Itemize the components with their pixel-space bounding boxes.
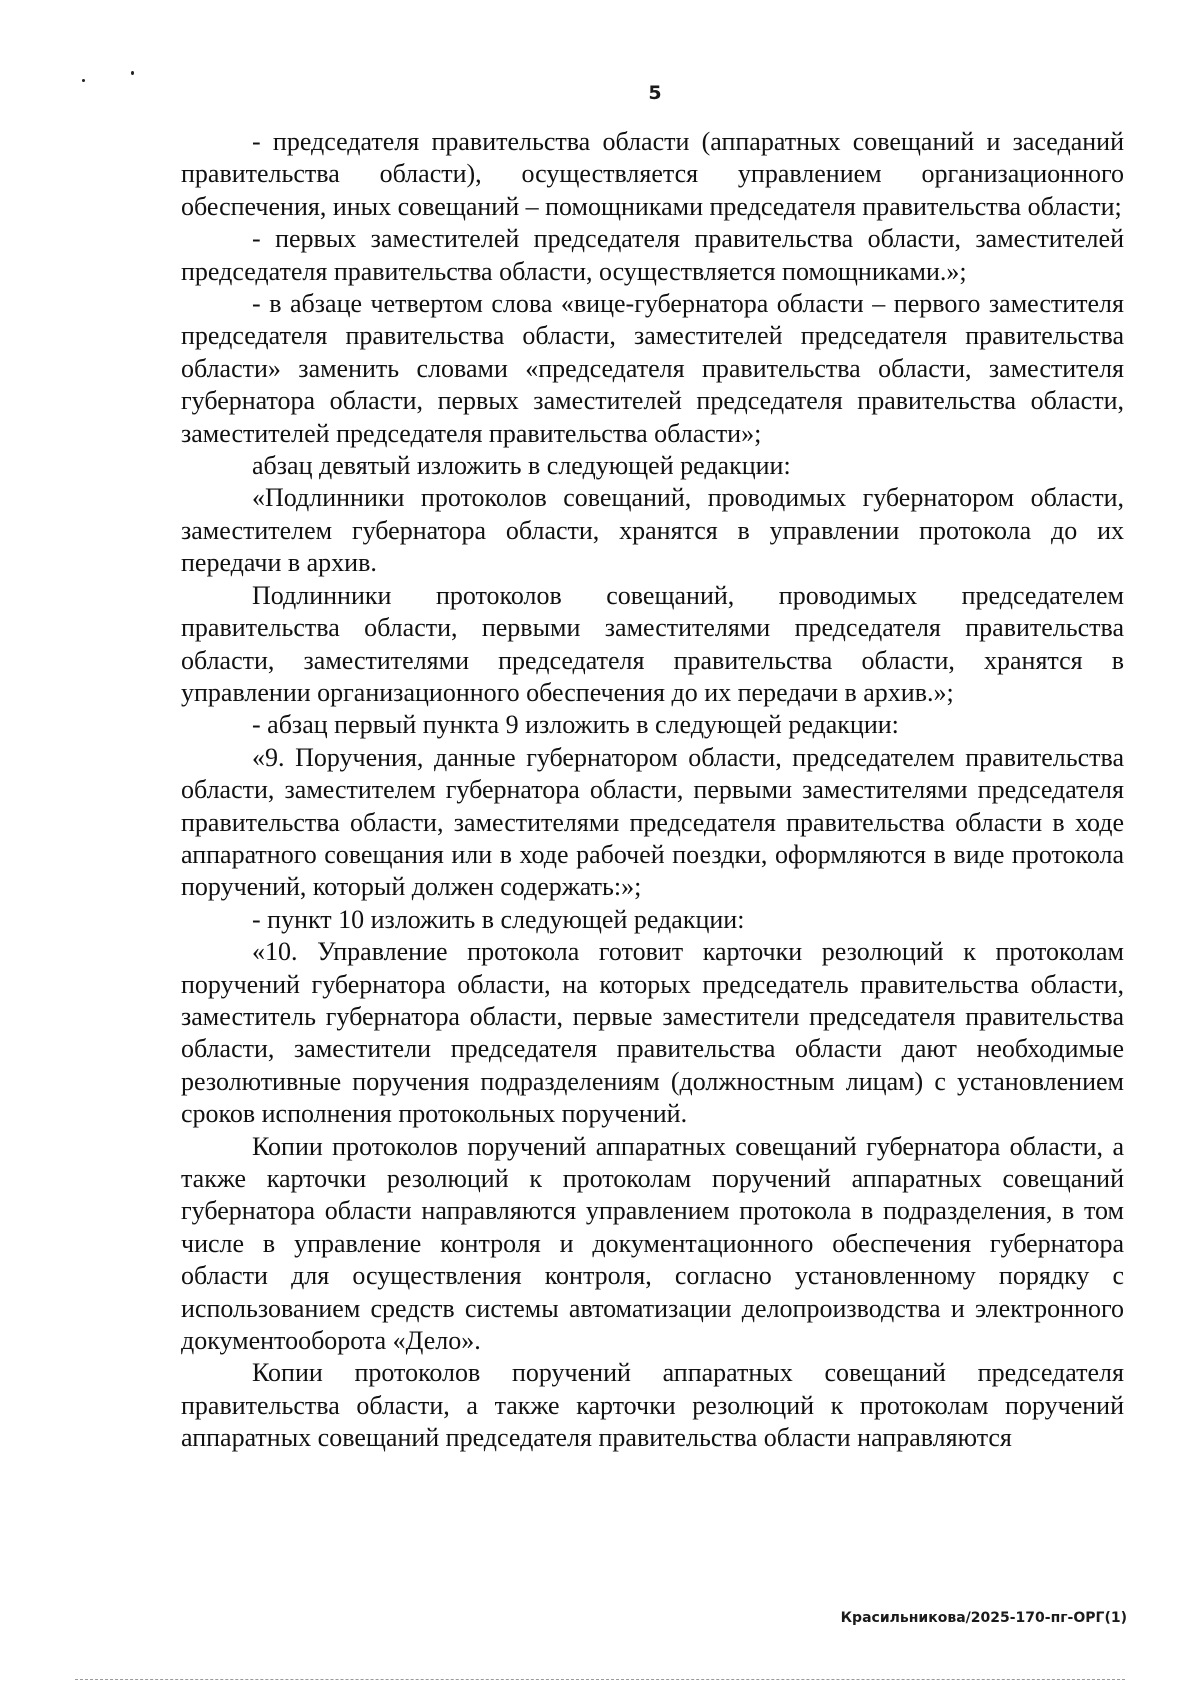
document-reference: Красильникова/2025-170-пг-ОРГ(1) (840, 1610, 1127, 1626)
paragraph: Копии протоколов поручений аппаратных совещаний председателя правительства области, а также карточки резолюций к протоколам поручений аппаратных совещаний председателя правительства области направляются (181, 1358, 1124, 1453)
paragraph: «Подлинники протоколов совещаний, проводимых губернатором области, заместителем губернатора области, хранятся в управлении протокола до их передачи в архив. (181, 483, 1124, 578)
paragraph: - абзац первый пункта 9 изложить в следующей редакции: (252, 710, 899, 740)
paragraph: Подлинники протоколов совещаний, проводимых председателем правительства области, первыми заместителями председателя правительства области, заместителями председателя правительства области, хранятся в управлении организационного обеспечения до их передачи в архив.»; (181, 580, 1124, 707)
paragraph: «10. Управление протокола готовит карточки резолюций к протоколам поручений губернатора области, на которых председатель правительства области, заместитель губернатора области, первые заместители председателя правительства области, заместители председателя правительства области дают необходимые резолютивные поручения подразделениям (должностным лицам) с установлением сроков исполнения протокольных поручений. (181, 937, 1124, 1129)
paragraph: - в абзаце четвертом слова «вице-губернатора области – первого заместителя председателя правительства области, заместителей председателя правительства области» заменить словами «председателя правительства области, заместителя губернатора области, первых заместителей председателя правительства области, заместителей председателя правительства области»; (181, 289, 1124, 448)
paragraph: - первых заместителей председателя правительства области, заместителей председателя правительства области, осуществляется помощниками.»; (181, 224, 1124, 286)
paragraph: «9. Поручения, данные губернатором области, председателем правительства области, заместителем губернатора области, первыми заместителями председателя правительства области, заместителями председателя правительства области в ходе аппаратного совещания или в ходе рабочей поездки, оформляются в виде протокола поручений, который должен содержать:»; (181, 742, 1124, 902)
scan-edge-line (75, 1679, 1125, 1680)
paragraph: Копии протоколов поручений аппаратных совещаний губернатора области, а также карточки резолюций к протоколам поручений аппаратных совещаний губернатора области направляются управлением протокола в подразделения, в том числе в управление контроля и документационного обеспечения губернатора области для осуществления контроля, согласно установленному порядку с использованием средств системы автоматизации делопроизводства и электронного документооборота «Дело». (181, 1131, 1124, 1356)
scan-speck (131, 71, 134, 75)
paragraph: абзац девятый изложить в следующей редакции: (252, 451, 791, 481)
paragraph: - председателя правительства области (аппаратных совещаний и заседаний правительства области), осуществляется управлением организационного обеспечения, иных совещаний – помощниками председателя правительства области; (181, 127, 1124, 221)
page-number: 5 (648, 82, 662, 104)
paragraph: - пункт 10 изложить в следующей редакции: (252, 904, 745, 934)
document-body (181, 126, 1124, 1455)
